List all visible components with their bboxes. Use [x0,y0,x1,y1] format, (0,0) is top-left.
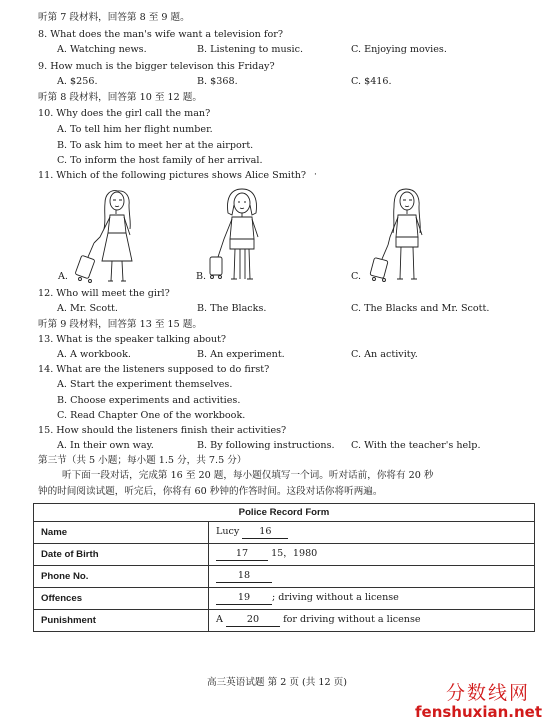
q10-option-a: A. To tell him her flight number. [57,124,213,135]
phone-cell [209,566,535,588]
offences-rest: ; driving without a license [272,592,399,604]
blank-16[interactable]: 16 [242,526,288,538]
q11-option-b: B. [196,271,207,282]
page-footer: 高三英语试题 第 2 页 (共 12 页) [206,677,348,688]
q9-option-a: A. $256. [57,76,98,87]
q12-option-a: A. Mr. Scott. [57,303,118,314]
q10-stem: 10. Why does the girl call the man? [38,108,211,119]
q14-option-a: A. Start the experiment themselves. [57,379,233,390]
section-7-instruction: 听第 7 段材料，回答第 8 至 9 题。 [38,12,190,23]
q11-option-c: C. [351,271,362,282]
punishment-prefix: A [216,614,223,626]
q13-option-c: C. An activity. [351,349,418,360]
girl-shorts-suitcase-figure [200,185,290,285]
punishment-rest: for driving without a license [283,614,421,626]
police-record-form [33,503,535,632]
q11-stem: 11. Which of the following pictures shows Alice Smith? [38,170,307,181]
stray-mark: · [314,170,317,180]
q13-option-b: B. An experiment. [197,349,285,360]
q10-option-c: C. To inform the host family of her arrival. [57,155,263,166]
phone-label: Phone No. [34,566,209,588]
q11-option-a: A. [58,271,68,282]
q14-option-c: C. Read Chapter One of the workbook. [57,410,246,421]
dob-rest: 15，1980 [271,548,318,560]
q15-option-b: B. By following instructions. [197,440,335,451]
q15-option-c: C. With the teacher's help. [351,440,481,451]
watermark-cn: 分数线网 [446,682,531,704]
q9-option-c: C. $416. [351,76,392,87]
girl-long-hair-shorts-figure [360,185,450,285]
q9-option-b: B. $368. [197,76,238,87]
q11-pictures [0,185,554,285]
q15-option-a: A. In their own way. [57,440,154,451]
section-3-instruction-line2: 钟的时间阅读试题，听完后，你将有 60 秒钟的作答时间。这段对话你将听两遍。 [38,486,383,497]
section-8-instruction: 听第 8 段材料，回答第 10 至 12 题。 [38,92,202,103]
name-label: Name [34,522,209,544]
q8-option-c: C. Enjoying movies. [351,44,447,55]
blank-19[interactable]: 19 [216,592,272,604]
dob-label: Date of Birth [34,544,209,566]
q8-option-a: A. Watching news. [57,44,147,55]
section-3-instruction-line1: 听下面一段对话，完成第 16 至 20 题，每小题仅填写一个词。听对话前，你将有 20 秒 [62,470,434,481]
q10-option-b: B. To ask him to meet her at the airport. [57,140,254,151]
q8-option-b: B. Listening to music. [197,44,304,55]
q9-stem: 9. How much is the bigger televison this Friday? [38,61,275,72]
q14-stem: 14. What are the listeners supposed to do first? [38,364,270,375]
q14-option-b: B. Choose experiments and activities. [57,395,241,406]
offences-cell [209,588,535,610]
q8-stem: 8. What does the man's wife want a television for? [38,29,283,40]
q15-stem: 15. How should the listeners finish their activities? [38,425,287,436]
punishment-label: Punishment [34,610,209,632]
name-cell [209,522,535,544]
q12-option-b: B. The Blacks. [197,303,267,314]
blank-20[interactable]: 20 [226,614,280,626]
q13-option-a: A. A workbook. [57,349,131,360]
blank-18[interactable]: 18 [216,570,272,582]
blank-17[interactable]: 17 [216,548,268,560]
name-value: Lucy [216,526,240,538]
dob-cell [209,544,535,566]
watermark-en: fenshuxian.net [415,703,543,721]
form-title: Police Record Form [34,504,535,522]
q12-option-c: C. The Blacks and Mr. Scott. [351,303,490,314]
section-3-heading: 第三节（共 5 小题；每小题 1.5 分，共 7.5 分） [38,455,247,466]
offences-label: Offences [34,588,209,610]
q12-stem: 12. Who will meet the girl? [38,288,170,299]
section-9-instruction: 听第 9 段材料，回答第 13 至 15 题。 [38,319,202,330]
punishment-cell [209,610,535,632]
girl-dress-suitcase-figure [58,185,148,285]
q13-stem: 13. What is the speaker talking about? [38,334,227,345]
